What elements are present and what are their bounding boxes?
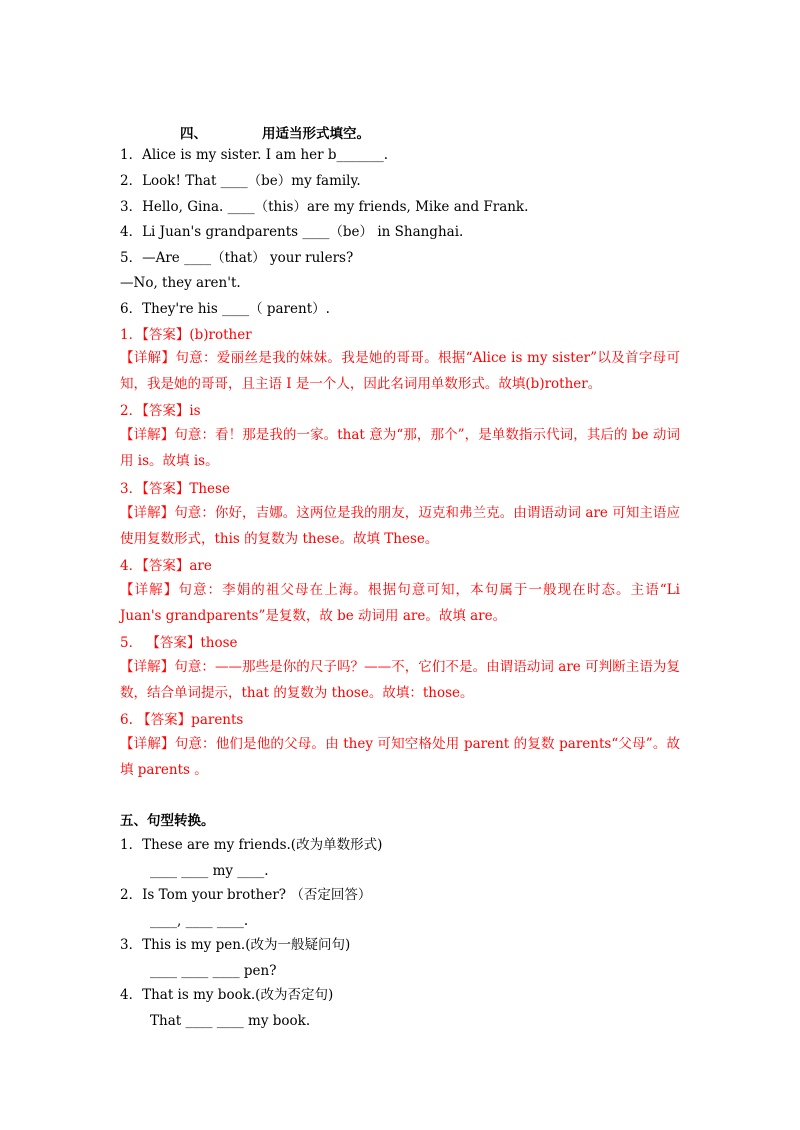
answer-2: 2．【答案】is	[120, 403, 201, 419]
question-5: 5．—Are ____（that） your rulers?	[120, 250, 354, 266]
detail-1: 【详解】句意：爱丽丝是我的妹妹。我是她的哥哥。根据“Alice is my sister”以及首字母可知，我是她的哥哥，且主语 I 是一个人，因此名词用单数形式。故填(b)rother。	[120, 350, 680, 392]
question-1: 1．Alice is my sister. I am her b_______.	[120, 147, 389, 163]
detail-2: 【详解】句意：看！那是我的一家。that 意为“那，那个”，是单数指示代词，其后的 be 动词用 is。故填 is。	[120, 427, 680, 469]
transform-blank-2: ____, ____ ____.	[150, 913, 249, 929]
transform-question-3: 3．This is my pen.(改为一般疑问句)	[120, 937, 351, 953]
detail-4: 【详解】句意：李娟的祖父母在上海。根据句意可知，本句属于一般现在时态。主语“Li Juan's grandparents”是复数，故 be 动词用 are。故填 are。	[120, 582, 680, 624]
transform-blank-1: ____ ____ my ____.	[150, 863, 269, 879]
detail-6: 【详解】句意：他们是他的父母。由 they 可知空格处用 parent 的复数 parents“父母”。故填 parents 。	[120, 736, 680, 778]
question-5-reply: —No, they aren't.	[120, 275, 241, 291]
transform-blank-4: That ____ ____ my book.	[150, 1013, 311, 1029]
transform-question-2: 2．Is Tom your brother? （否定回答）	[120, 887, 372, 903]
transform-question-4: 4．That is my book.(改为否定句)	[120, 987, 334, 1003]
answer-4: 4．【答案】are	[120, 558, 212, 574]
detail-3: 【详解】句意：你好，吉娜。这两位是我的朋友，迈克和弗兰克。由谓语动词 are 可知主语应使用复数形式，this 的复数为 these。故填 These。	[120, 505, 680, 547]
section-4-title: 用适当形式填空。	[262, 126, 370, 142]
answer-1: 1．【答案】(b)rother	[120, 327, 252, 343]
detail-5: 【详解】句意：——那些是你的尺子吗？——不，它们不是。由谓语动词 are 可判断主语为复数，结合单词提示，that 的复数为 those。故填：those。	[120, 659, 680, 701]
section-4-number: 四、	[180, 126, 207, 142]
answer-6: 6. 【答案】parents	[120, 712, 244, 728]
answer-5: 5． 【答案】those	[120, 635, 238, 651]
question-2: 2．Look! That ____（be）my family.	[120, 173, 361, 189]
section-5-title: 五、句型转换。	[120, 813, 215, 829]
section-4-heading	[180, 122, 370, 142]
question-4: 4．Li Juan's grandparents ____（be） in Shanghai.	[120, 224, 464, 240]
answer-3: 3．【答案】These	[120, 481, 230, 497]
question-3: 3．Hello, Gina. ____（this）are my friends, Mike and Frank.	[120, 199, 529, 215]
transform-blank-3: ____ ____ ____ pen?	[150, 963, 277, 979]
transform-question-1: 1．These are my friends.(改为单数形式)	[120, 837, 383, 853]
question-6: 6．They're his ____（ parent）.	[120, 301, 330, 317]
